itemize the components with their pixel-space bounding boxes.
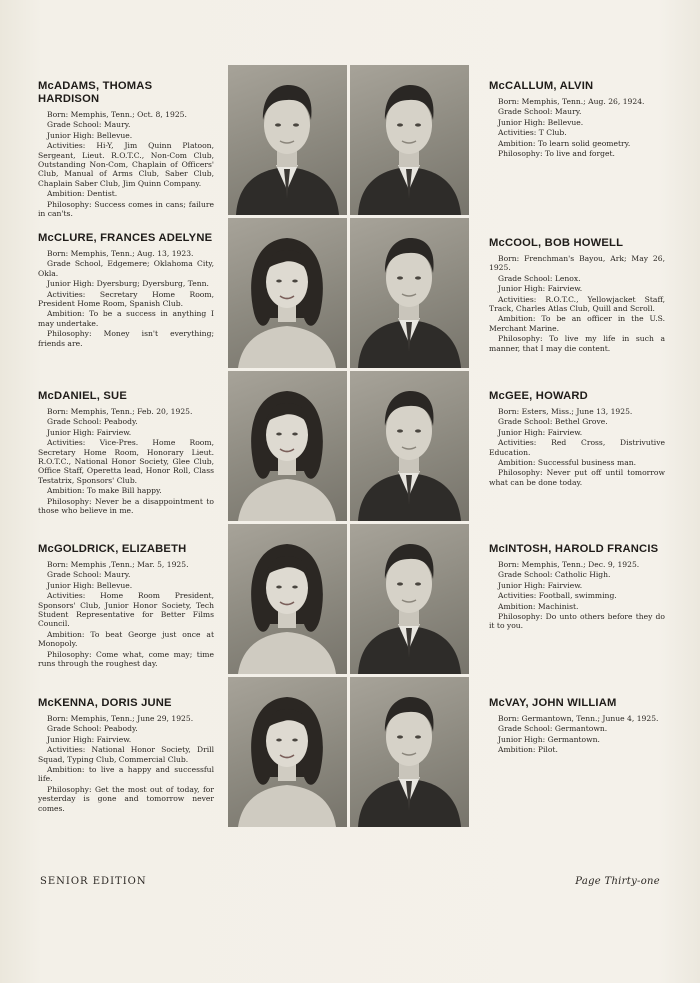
student-entry-mcclure — [38, 232, 214, 349]
student-philosophy: Philosophy: To live and forget. — [498, 149, 615, 159]
student-name: McCLURE, FRANCES ADELYNE — [38, 232, 213, 244]
portrait-female-photo — [228, 677, 347, 827]
student-philosophy: Philosophy: Get the most out of today, for yesterday is gone and tomorrow never comes. — [38, 784, 214, 813]
student-entry-mcdaniel — [38, 390, 214, 516]
student-junior-high: Junior High: Bellevue. — [47, 130, 133, 140]
student-born: Born: Memphis, Tenn.; Oct. 8, 1925. — [47, 110, 187, 119]
student-junior-high: Junior High: Fairview. — [498, 284, 583, 294]
student-entry-mcintosh — [489, 543, 665, 632]
student-activities: Activities: R.O.T.C., Yellowjacket Staff, Track, Charles Atlas Club, Quill and Scroll. — [489, 294, 665, 314]
student-grade-school: Grade School: Catholic High. — [498, 570, 611, 580]
student-philosophy: Philosophy: Do unto others before they do it to you. — [489, 612, 665, 631]
student-activities: Activities: Home Room President, Sponsors' Club, Junior Honor Society, Tech Student Representative for Better Films Council. — [38, 591, 214, 629]
student-ambition: Ambition: Successful business man. — [498, 458, 637, 468]
portrait-male-photo — [350, 524, 469, 674]
student-born: Born: Memphis, Tenn.; June 29, 1925. — [47, 714, 194, 723]
student-grade-school: Grade School: Lenox. — [498, 273, 581, 283]
student-name: McGEE, HOWARD — [489, 390, 588, 402]
student-junior-high: Junior High: Germantown. — [498, 734, 600, 744]
student-name: McCALLUM, ALVIN — [489, 80, 594, 92]
student-ambition: Ambition: To be an officer in the U.S. Merchant Marine. — [489, 314, 665, 333]
student-name: McKENNA, DORIS JUNE — [38, 697, 172, 709]
student-activities: Activities: Secretary Home Room, President Home Room, Spanish Club. — [38, 289, 214, 309]
student-junior-high: Junior High: Dyersburg; Dyersburg, Tenn. — [47, 279, 209, 289]
portrait-female-photo — [228, 371, 347, 521]
student-ambition: Ambition: To be a success in anything I may undertake. — [38, 309, 214, 328]
portrait-female-photo — [228, 218, 347, 368]
student-philosophy: Philosophy: Never put off until tomorrow what can be done today. — [489, 468, 665, 487]
student-junior-high: Junior High: Bellevue. — [47, 580, 133, 590]
student-philosophy: Philosophy: Money isn't everything; friends are. — [38, 329, 214, 348]
student-born: Born: Esters, Miss.; June 13, 1925. — [498, 407, 633, 416]
student-philosophy: Philosophy: To live my life in such a manner, that I may die content. — [489, 334, 665, 353]
student-ambition: Ambition: To beat George just once at Monopoly. — [38, 629, 214, 649]
portrait-male-photo — [350, 371, 469, 521]
student-junior-high: Junior High: Bellevue. — [498, 117, 584, 127]
student-born: Born: Memphis, Tenn.; Aug. 26, 1924. — [498, 97, 645, 106]
student-born: Born: Frenchman's Bayou, Ark; May 26, 1925. — [489, 254, 665, 273]
student-junior-high: Junior High: Fairview. — [498, 580, 583, 590]
student-grade-school: Grade School: Bethel Grove. — [498, 417, 608, 427]
student-grade-school: Grade School: Maury. — [47, 570, 131, 580]
student-activities: Activities: Red Cross, Distrivutive Education. — [489, 438, 665, 457]
student-ambition: Ambition: Machinist. — [498, 601, 579, 611]
student-ambition: Ambition: Dentist. — [47, 189, 118, 199]
student-name: McCOOL, BOB HOWELL — [489, 237, 624, 249]
student-grade-school: Grade School: Peabody. — [47, 417, 138, 427]
student-name: McVAY, JOHN WILLIAM — [489, 697, 617, 709]
student-activities: Activities: T Club. — [498, 128, 567, 138]
student-grade-school: Grade School: Maury. — [498, 107, 582, 117]
student-grade-school: Grade School: Germantown. — [498, 724, 608, 734]
student-philosophy: Philosophy: Success comes in cans; failure in can'ts. — [38, 199, 214, 219]
student-grade-school: Grade School: Peabody. — [47, 724, 138, 734]
student-born: Born: Memphis, Tenn.; Dec. 9, 1925. — [498, 560, 640, 569]
photo-grid — [228, 65, 470, 827]
student-entry-mckenna — [38, 697, 214, 814]
footer-page-number: Page Thirty-one — [575, 876, 660, 887]
student-name: McDANIEL, SUE — [38, 390, 128, 402]
student-name: McADAMS, THOMAS HARDISON — [38, 80, 153, 105]
student-ambition: Ambition: to live a happy and successful life. — [38, 765, 214, 784]
student-ambition: Ambition: To learn solid geometry. — [498, 138, 631, 148]
student-entry-mcvay — [489, 697, 665, 756]
student-born: Born: Memphis, Tenn.; Feb. 20, 1925. — [47, 407, 193, 416]
student-born: Born: Memphis ,Tenn.; Mar. 5, 1925. — [47, 560, 189, 569]
student-ambition: Ambition: To make Bill happy. — [47, 486, 162, 496]
student-name: McINTOSH, HAROLD FRANCIS — [489, 543, 659, 555]
student-entry-mcgee — [489, 390, 665, 488]
student-name: McGOLDRICK, ELIZABETH — [38, 543, 187, 555]
footer-edition: SENIOR EDITION — [40, 876, 147, 887]
student-junior-high: Junior High: Fairview. — [47, 734, 132, 744]
student-activities: Activities: Vice-Pres. Home Room, Secretary Home Room, Honorary Lieut. R.O.T.C., National Honor Society, Glee Club, Office Staff, Operetta lead, Honor Roll, Class Testatrix, Sponsors' Club. — [38, 438, 214, 485]
portrait-male-photo — [350, 218, 469, 368]
student-activities: Activities: Football, swimming. — [498, 591, 617, 601]
student-activities: Activities: Hi-Y, Jim Quinn Platoon, Sergeant, Lieut. R.O.T.C., Non-Com Club, Outstanding Non-Com, Chaplain of Officers' Club, Manual of Arms Club, Saber Club, Chaplain Saber Club, Jim Quinn Company. — [38, 141, 214, 188]
student-junior-high: Junior High: Fairview. — [47, 427, 132, 437]
student-activities: Activities: National Honor Society, Drill Squad, Typing Club, Commercial Club. — [38, 745, 214, 764]
student-born: Born: Germantown, Tenn.; Junue 4, 1925. — [498, 714, 659, 723]
student-philosophy: Philosophy: Never be a disappointment to those who believe in me. — [38, 496, 214, 516]
portrait-female-photo — [228, 524, 347, 674]
student-philosophy: Philosophy: Come what, come may; time runs through the roughest day. — [38, 649, 214, 669]
student-grade-school: Grade School: Maury. — [47, 120, 131, 130]
student-entry-mccool — [489, 237, 665, 354]
student-junior-high: Junior High: Fairview. — [498, 427, 583, 437]
student-entry-mccallum — [489, 80, 665, 159]
portrait-male-photo — [350, 65, 469, 215]
student-born: Born: Memphis, Tenn.; Aug. 13, 1923. — [47, 249, 194, 258]
portrait-male-photo — [228, 65, 347, 215]
student-entry-mcgoldrick — [38, 543, 214, 669]
student-grade-school: Grade School, Edgemere; Oklahoma City, Okla. — [38, 259, 214, 278]
student-ambition: Ambition: Pilot. — [498, 745, 558, 755]
portrait-male-photo — [350, 677, 469, 827]
student-entry-mcadams — [38, 80, 214, 219]
